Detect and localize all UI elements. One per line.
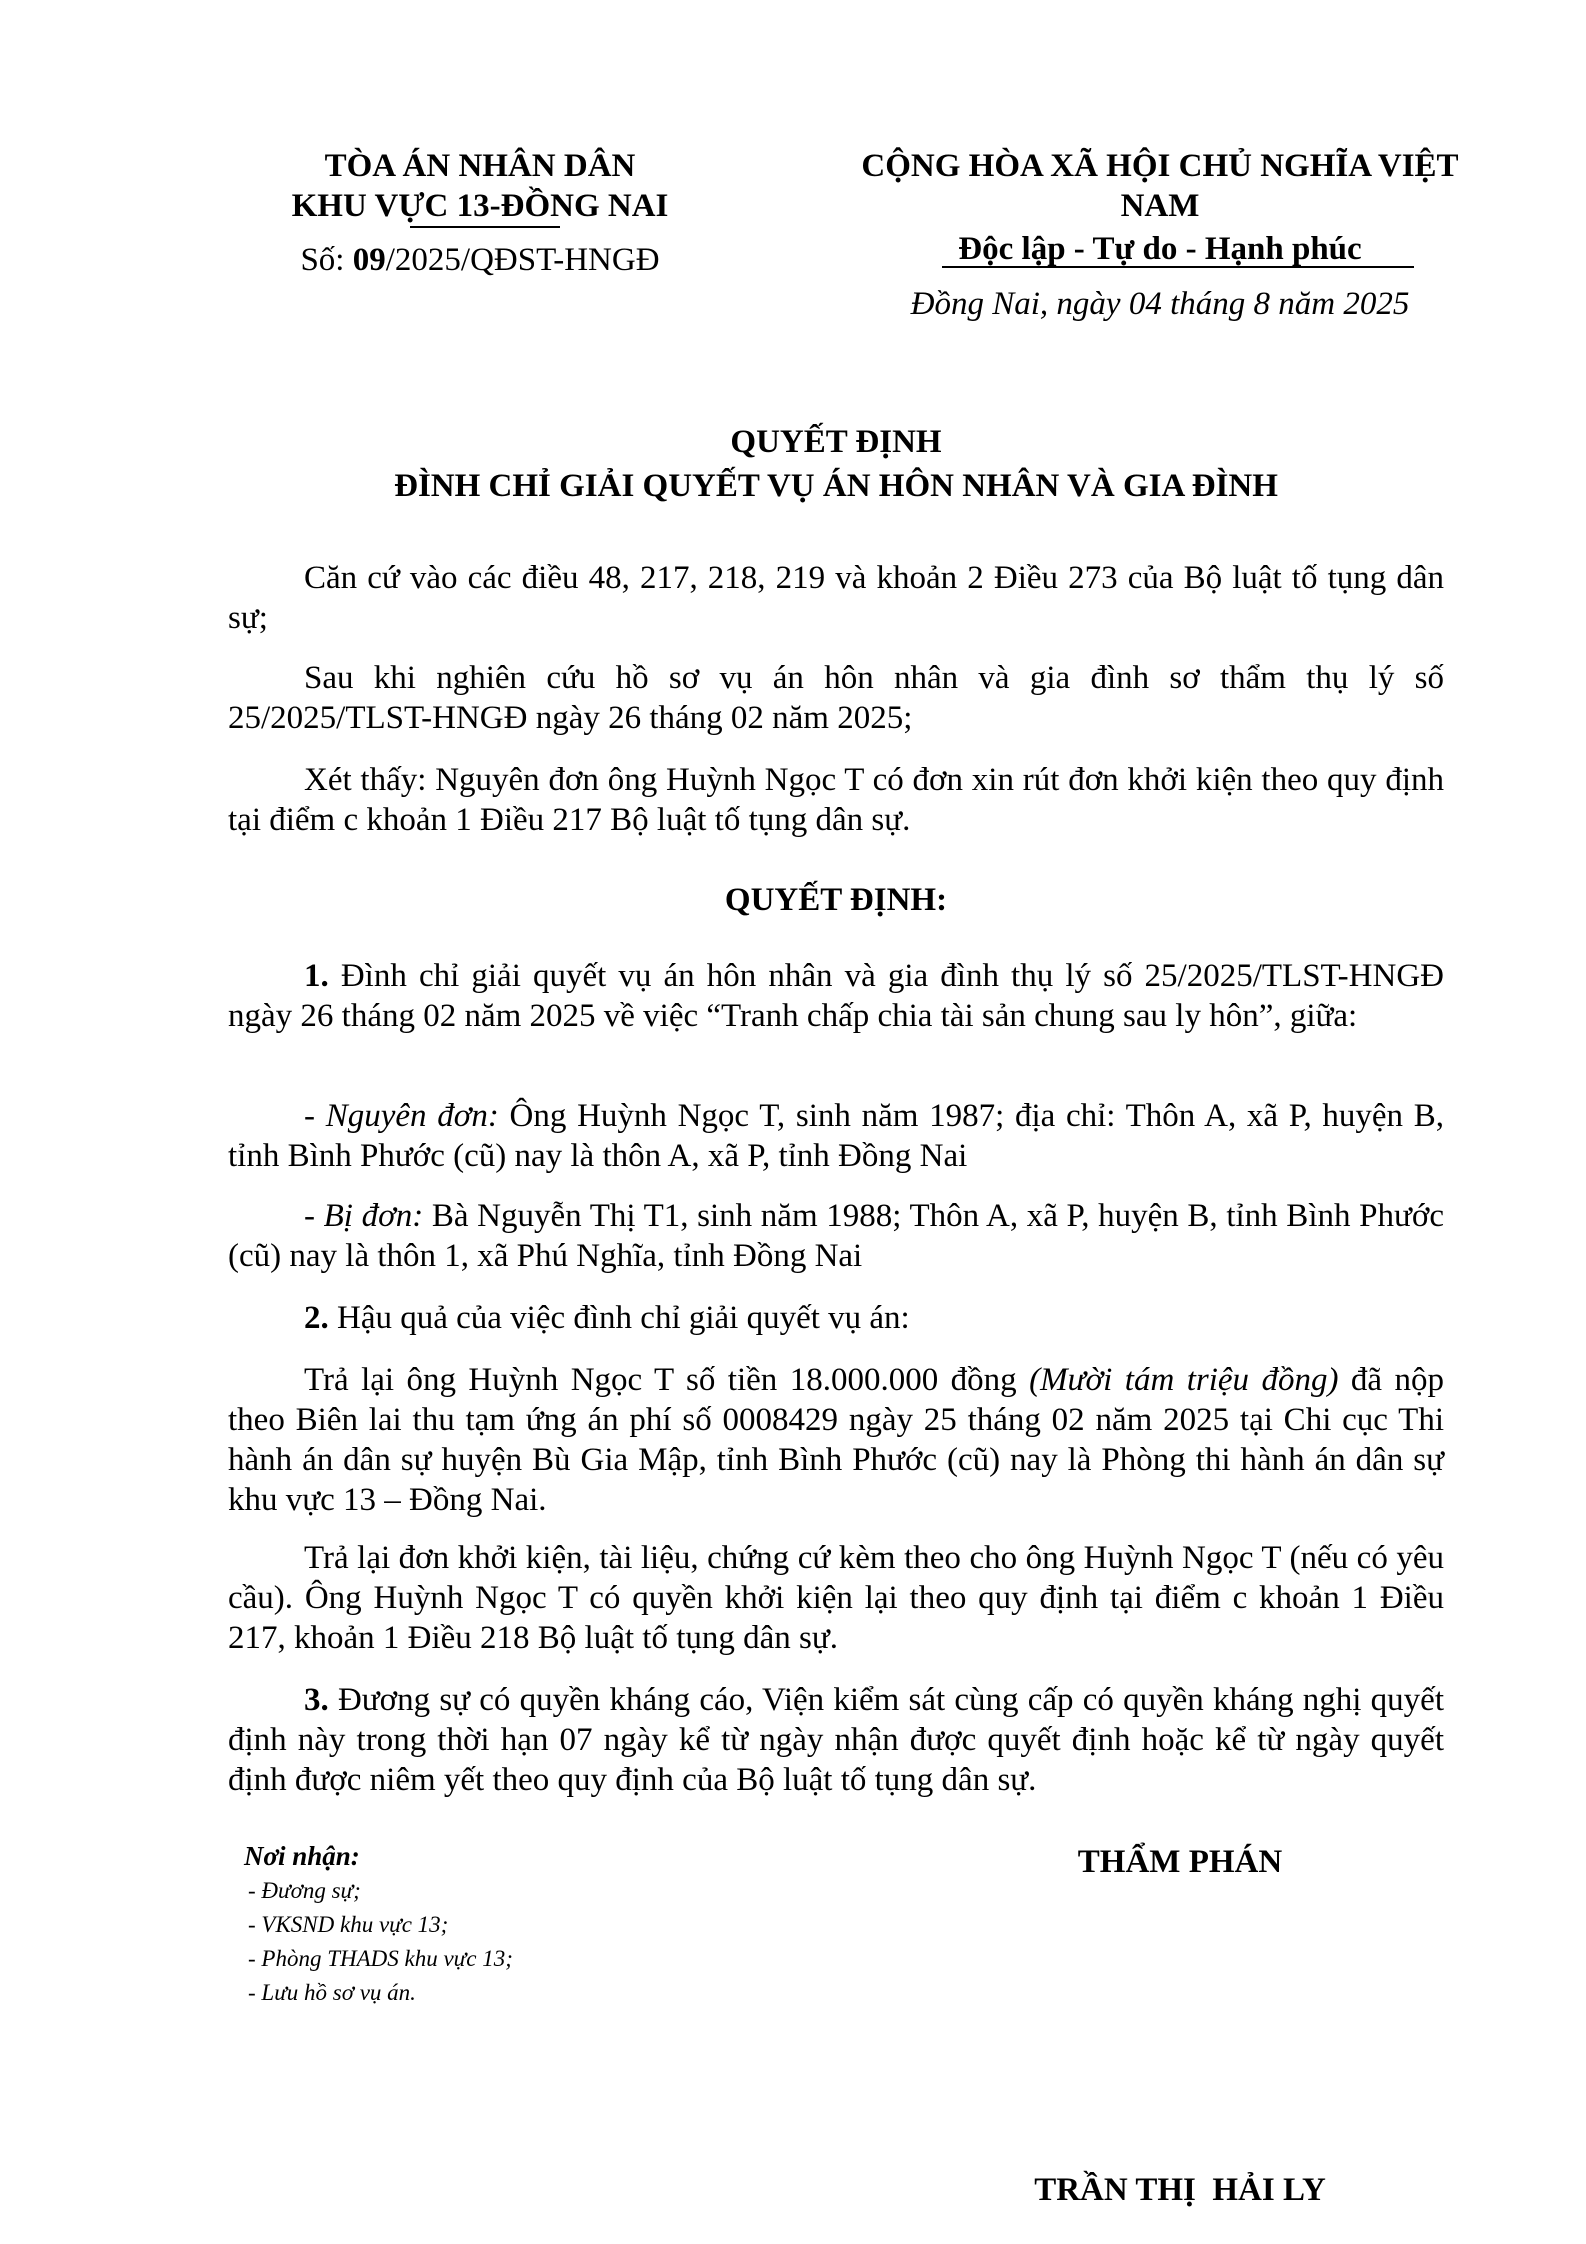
plaintiff-text: Ông Huỳnh Ngọc T, sinh năm 1987; địa chỉ: Thôn A, xã P, huyện B, tỉnh Bình Phước (cũ) nay là thôn A, xã P, tỉnh Đồng Nai [228,1098,1445,1174]
refund-amount-words: (Mười tám triệu đồng) [1029,1362,1339,1398]
recipients-block [244,1838,764,2010]
recipient-item: - VKSND khu vực 13; [248,1912,449,1937]
defendant-dash: - [304,1198,324,1234]
recipient-item: - Lưu hồ sơ vụ án. [248,1980,416,2005]
signer-role: THẨM PHÁN [1077,1844,1283,1880]
decision-item-2-number: 2. [304,1300,329,1336]
recipients-heading: Nơi nhận: [244,1841,360,1871]
preamble-legal-basis: Căn cứ vào các điều 48, 217, 218, 219 và khoản 2 Điều 273 của Bộ luật tố tụng dân sự; [228,560,1444,636]
decision-item-3-text: Đương sự có quyền kháng cáo, Viện kiểm sát cùng cấp có quyền kháng nghị quyết định này trong thời hạn 07 ngày kể từ ngày nhận được quyết định hoặc kể từ ngày quyết định được niêm yết theo quy định của Bộ luật tố tụng dân sự. [228,1682,1444,1798]
signer-name: TRẦN THỊ HẢI LY [1034,2172,1326,2208]
plaintiff-dash: - [304,1098,326,1134]
defendant-text: Bà Nguyễn Thị T1, sinh năm 1988; Thôn A, xã P, huyện B, tỉnh Bình Phước (cũ) nay là thôn 1, xã Phú Nghĩa, tỉnh Đồng Nai [228,1198,1444,1274]
plaintiff-label: Nguyên đơn: [325,1098,499,1134]
national-title-line1: CỘNG HÒA XÃ HỘI CHỦ NGHĨA VIỆT [861,148,1459,184]
decision-title-line1: QUYẾT ĐỊNH [730,424,942,460]
document-number-suffix: /2025/QĐST-HNGĐ [385,242,660,278]
decision-item-3-number: 3. [304,1682,329,1718]
decision-heading: QUYẾT ĐỊNH: [724,882,948,918]
defendant-label: Bị đơn: [323,1198,424,1234]
decision-item-2 [228,1298,1444,1338]
national-motto [810,229,1510,269]
preamble-finding: Xét thấy: Nguyên đơn ông Huỳnh Ngọc T có đơn xin rút đơn khởi kiện theo quy định tại điểm c khoản 1 Điều 217 Bộ luật tố tụng dân sự. [228,762,1444,838]
decision-title [228,420,1444,508]
defendant-info [228,1196,1444,1276]
document-number-prefix: Số: [300,242,345,278]
national-motto-underline [942,266,1414,268]
recipient-item: - Đương sự; [248,1878,361,1903]
document-number-value: 09 [352,242,386,278]
court-name-underline [410,226,560,228]
document-number [240,240,720,280]
preamble-case-review: Sau khi nghiên cứu hồ sơ vụ án hôn nhân và gia đình sơ thẩm thụ lý số 25/2025/TLST-HNGĐ ngày 26 tháng 02 năm 2025; [228,660,1444,736]
national-motto-text: Độc lập - Tự do - Hạnh phúc [958,231,1362,267]
refund-text-before: Trả lại ông Huỳnh Ngọc T số tiền 18.000.000 đồng [304,1362,1030,1398]
decision-item-1 [228,956,1444,1036]
decision-item-3 [228,1680,1444,1800]
decision-item-1-text: Đình chỉ giải quyết vụ án hôn nhân và gia đình thụ lý số 25/2025/TLST-HNGĐ ngày 26 tháng 02 năm 2025 về việc “Tranh chấp chia tài sản chung sau ly hôn”, giữa: [228,958,1444,1034]
recipient-item: - Phòng THADS khu vực 13; [248,1946,513,1971]
national-title [810,146,1510,226]
refund-paragraph [228,1360,1444,1520]
court-name-line1: TÒA ÁN NHÂN DÂN [324,148,636,184]
decision-item-1-number: 1. [304,958,329,994]
return-documents-paragraph: Trả lại đơn khởi kiện, tài liệu, chứng cứ kèm theo cho ông Huỳnh Ngọc T (nếu có yêu cầu). Ông Huỳnh Ngọc T có quyền khởi kiện lại theo quy định tại điểm c khoản 1 Điều 217, khoản 1 Điều 218 Bộ luật tố tụng dân sự. [228,1540,1444,1656]
national-title-line2: NAM [1120,188,1200,224]
plaintiff-info [228,1096,1444,1176]
refund-text-after: đã nộp theo Biên lai thu tạm ứng án phí số 0008429 ngày 25 tháng 02 năm 2025 tại Chi cục Thi hành án dân sự huyện Bù Gia Mập, tỉnh Bình Phước (cũ) nay là Phòng thi hành án dân sự khu vực 13 – Đồng Nai. [228,1362,1444,1518]
court-name [240,146,720,226]
place-date: Đồng Nai, ngày 04 tháng 8 năm 2025 [910,286,1410,322]
decision-item-2-text: Hậu quả của việc đình chỉ giải quyết vụ án: [328,1300,910,1336]
court-name-line2: KHU VỰC 13-ĐỒNG NAI [291,188,669,224]
decision-title-line2: ĐÌNH CHỈ GIẢI QUYẾT VỤ ÁN HÔN NHÂN VÀ GIA ĐÌNH [394,468,1278,504]
